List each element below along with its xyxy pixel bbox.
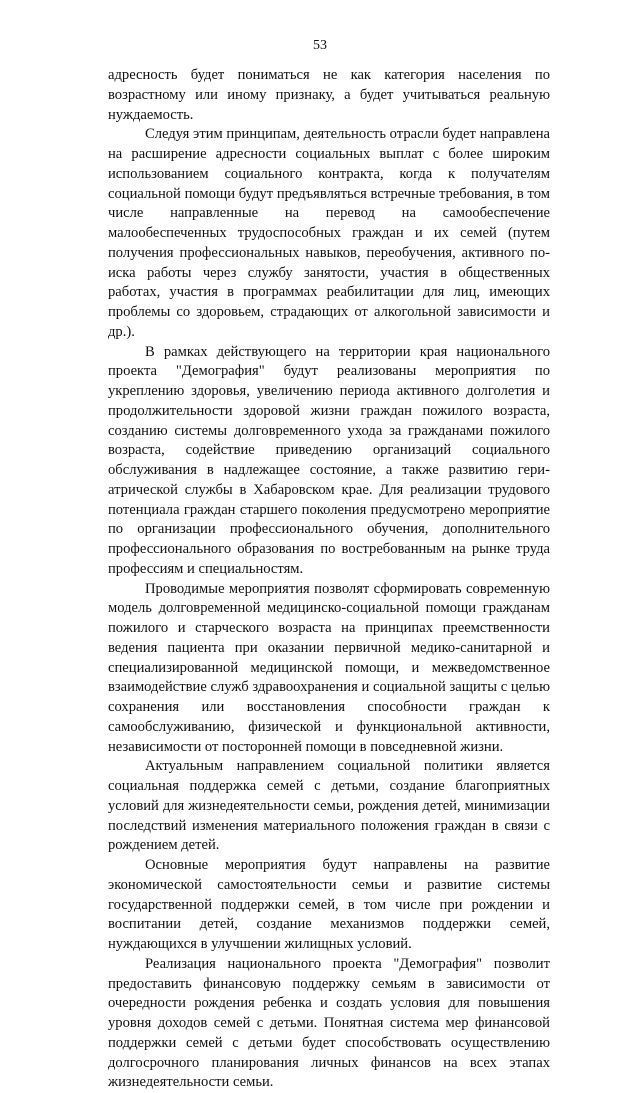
body-text — [108, 66, 550, 1093]
paragraph: Основные мероприятия будут направлены на развитие экономической самостоятельности семьи и развитие системы государственной поддержки семей, в том числе при рождении и воспитании детей, создание механизмов поддержки семей, нуждающихся в улучшении жилищных условий. — [108, 857, 550, 952]
paragraph: В рамках действующего на территории края национального проекта "Демография" будут реализованы мероприятия по укреплению здоровья, увеличению периода активного долголетия и продолжительности здоровой жизни граждан пожилого возраста, созданию системы долговременного ухода за гражданами пожилого возраста, содействие приведению организаций социального обслуживания в надлежащее состояние, а также развитию гериатрической службы в Хабаровском крае. Для реализации трудового потенциала граждан старшего поколения предусмотрено мероприятие по организации профессионального обучения, дополнительного профессионального образования по востребованным на рынке труда профессиям и специальностям. — [108, 343, 550, 577]
paragraph: Проводимые мероприятия позволят сформировать современную модель долговременной медицинско-социальной помощи гражданам пожилого и старческого возраста на принципах преемственности ведения пациента при оказании первичной медико-санитарной и специализированной медицинской помощи, и межведомственное взаимодействие служб здравоохранения и социальной защиты с целью сохранения или восстановления способности граждан к самообслуживанию, физической и функциональной активности, независимости от посторонней помощи в повседневной жизни. — [108, 580, 550, 755]
paragraph: адресность будет пониматься не как категория населения по возрастному или иному признаку, а будет учитываться реальную нуждаемость. — [108, 67, 550, 123]
paragraph: Следуя этим принципам, деятельность отрасли будет направлена на расширение адресности социальных выплат с более широким использованием социального контракта, когда к получателям социальной помощи будут предъявляться встречные требования, в том числе направленные на перевод на самообеспечение малообеспеченных трудоспособных граждан и их семей (путем получения профессиональных навыков, переобучения, активного поиска работы через службу занятости, участия в общественных работах, участия в программах реабилитации для лиц, имеющих проблемы со здоровьем, страдающих от алкогольной зависимости и др.). — [108, 126, 550, 340]
page-number: 53 — [313, 38, 327, 53]
paragraph: Актуальным направлением социальной политики является социальная поддержка семей с детьми, создание благоприятных условий для жизнедеятельности семьи, рождения детей, минимизации последствий изменения материального положения граждан в связи с рождением детей. — [108, 758, 550, 854]
paragraph: Реализация национального проекта "Демография" позволит предоставить финансовую поддержку семьям в зависимости от очередности рождения ребенка и создать условия для повышения уровня доходов семей с детьми. Понятная система мер финансовой поддержки семей с детьми будет способствовать осуществлению долгосрочного планирования личных финансов на всех этапах жизнедеятельности семьи. — [108, 955, 550, 1091]
